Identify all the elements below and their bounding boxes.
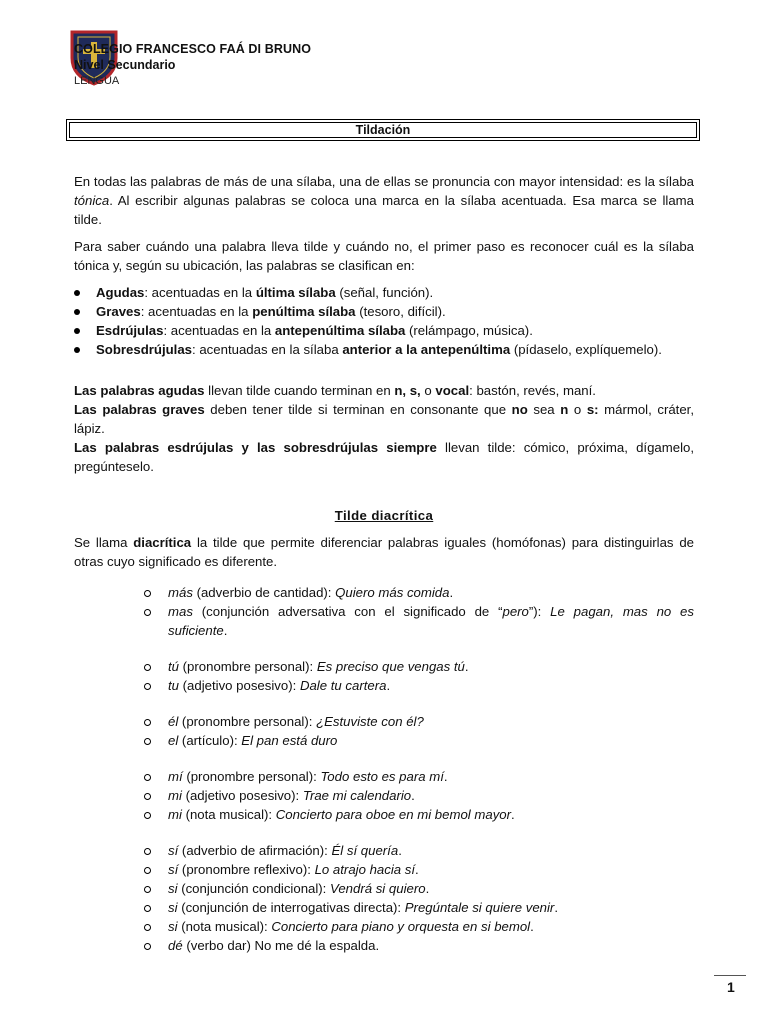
- intro-paragraph-1: En todas las palabras de más de una sílaba, una de ellas se pronuncia con mayor intensidad: es la sílaba tónica. Al escribir algunas palabras se coloca una marca en la sílaba acentuada. Esa marca se llama tilde.: [74, 174, 694, 227]
- list-item: sí (pronombre reflexivo): Lo atrajo hacia sí.: [144, 860, 694, 879]
- bullet-icon: [144, 774, 151, 781]
- list-item: si (conjunción de interrogativas directa): Pregúntale si quiere venir.: [144, 898, 694, 917]
- bullet-icon: [144, 719, 151, 726]
- document-header: [68, 28, 388, 90]
- diacritica-list: [74, 657, 694, 695]
- word-classes-list: [74, 283, 694, 359]
- diacritica-list: [74, 583, 694, 640]
- rule-graves: Las palabras graves deben tener tilde si terminan en consonante que no sea n o s: mármol, cráter, lápiz.: [74, 402, 695, 436]
- intro-paragraph-2: Para saber cuándo una palabra lleva tilde y cuándo no, el primer paso es reconocer cuál es la sílaba tónica y, según su ubicación, las palabras se clasifican en:: [74, 239, 694, 273]
- list-item: él (pronombre personal): ¿Estuviste con él?: [144, 712, 694, 731]
- bullet-icon: [144, 609, 151, 616]
- diacritica-list: [74, 767, 694, 824]
- document-body: [74, 172, 694, 955]
- list-item: mas (conjunción adversativa con el significado de “pero”): Le pagan, mas no es suficiente.: [144, 602, 694, 640]
- section-heading-diacritica: Tilde diacrítica: [334, 508, 434, 523]
- bullet-icon: [144, 924, 151, 931]
- diacritica-list: [74, 712, 694, 750]
- page-number: 1: [727, 979, 735, 995]
- bullet-icon: [144, 867, 151, 874]
- school-level: Nivel Secundario: [74, 58, 176, 72]
- list-item: mi (adjetivo posesivo): Trae mi calendario.: [144, 786, 694, 805]
- list-item: Agudas: acentuadas en la última sílaba (señal, función).: [74, 283, 694, 302]
- bullet-icon: [74, 328, 80, 334]
- bullet-icon: [74, 290, 80, 296]
- bullet-icon: [74, 347, 80, 353]
- bullet-icon: [74, 309, 80, 315]
- title-box: [66, 119, 700, 141]
- bullet-icon: [144, 886, 151, 893]
- document-title: Tildación: [69, 122, 697, 138]
- list-item: mí (pronombre personal): Todo esto es para mí.: [144, 767, 694, 786]
- list-item: mi (nota musical): Concierto para oboe en mi bemol mayor.: [144, 805, 694, 824]
- list-item: tú (pronombre personal): Es preciso que vengas tú.: [144, 657, 694, 676]
- rule-esdrujulas: Las palabras esdrújulas y las sobresdrújulas siempre llevan tilde: cómico, próxima, dígamelo, pregúnteselo.: [74, 440, 694, 474]
- diacritica-list: [74, 841, 694, 955]
- bullet-icon: [144, 738, 151, 745]
- bullet-icon: [144, 793, 151, 800]
- list-item: tu (adjetivo posesivo): Dale tu cartera.: [144, 676, 694, 695]
- list-item: el (artículo): El pan está duro: [144, 731, 694, 750]
- list-item: Sobresdrújulas: acentuadas en la sílaba anterior a la antepenúltima (pídaselo, explíquemelo).: [74, 340, 694, 359]
- diacritica-intro: Se llama diacrítica la tilde que permite diferenciar palabras iguales (homófonas) para distinguirlas de otras cuyo significado es diferente.: [74, 535, 694, 569]
- list-item: Esdrújulas: acentuadas en la antepenúltima sílaba (relámpago, música).: [74, 321, 694, 340]
- school-name: COLEGIO FRANCESCO FAÁ DI BRUNO: [74, 42, 312, 56]
- bullet-icon: [144, 664, 151, 671]
- list-item: si (nota musical): Concierto para piano y orquesta en si bemol.: [144, 917, 694, 936]
- list-item: dé (verbo dar) No me dé la espalda.: [144, 936, 694, 955]
- rule-agudas: Las palabras agudas llevan tilde cuando terminan en n, s, o vocal: bastón, revés, maní.: [74, 383, 596, 398]
- bullet-icon: [144, 683, 151, 690]
- list-item: más (adverbio de cantidad): Quiero más comida.: [144, 583, 694, 602]
- bullet-icon: [144, 943, 151, 950]
- bullet-icon: [144, 848, 151, 855]
- list-item: si (conjunción condicional): Vendrá si quiero.: [144, 879, 694, 898]
- subject-label: LENGUA: [74, 75, 120, 87]
- bullet-icon: [144, 905, 151, 912]
- bullet-icon: [144, 812, 151, 819]
- list-item: Graves: acentuadas en la penúltima sílaba (tesoro, difícil).: [74, 302, 694, 321]
- list-item: sí (adverbio de afirmación): Él sí quería.: [144, 841, 694, 860]
- bullet-icon: [144, 590, 151, 597]
- page-number-rule: [714, 975, 746, 976]
